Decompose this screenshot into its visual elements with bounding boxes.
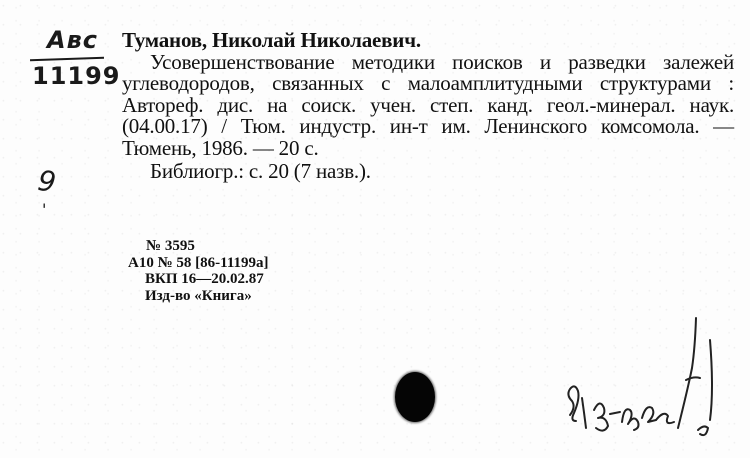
bibliographic-entry [122, 30, 734, 183]
punch-hole [395, 372, 435, 422]
registration-block [128, 238, 269, 304]
handwritten-signature [560, 310, 730, 450]
shelfmark-divider [30, 57, 104, 62]
shelfmark-bottom: 11199 [32, 62, 121, 90]
entry-description: Усовершенствование методики поисков и разведки залежей углеводородов, связанных с малоамплитудными структурами : Автореф. дис. на соиск. учен. степ. канд. геол.-минерал. наук. (04.00.17) / Тюм. индустр. ин-т им. Ленинского комсомола. — Тюмень, 1986. — 20 с. [122, 49, 734, 160]
author-heading: Туманов, Николай Николаевич. [122, 28, 421, 52]
shelfmark-top: Авс [47, 26, 98, 54]
bibliography-note: Библиогр.: с. 20 (7 назв.). [150, 159, 371, 183]
publisher-line: Изд-во «Книга» [145, 287, 252, 304]
margin-tick: ' [42, 200, 47, 219]
vkp-line: ВКП 16—20.02.87 [145, 271, 264, 287]
margin-number: 9 [35, 163, 59, 200]
record-code: А10 № 58 [86-11199а] [128, 254, 269, 271]
record-number: № 3595 [146, 238, 195, 254]
